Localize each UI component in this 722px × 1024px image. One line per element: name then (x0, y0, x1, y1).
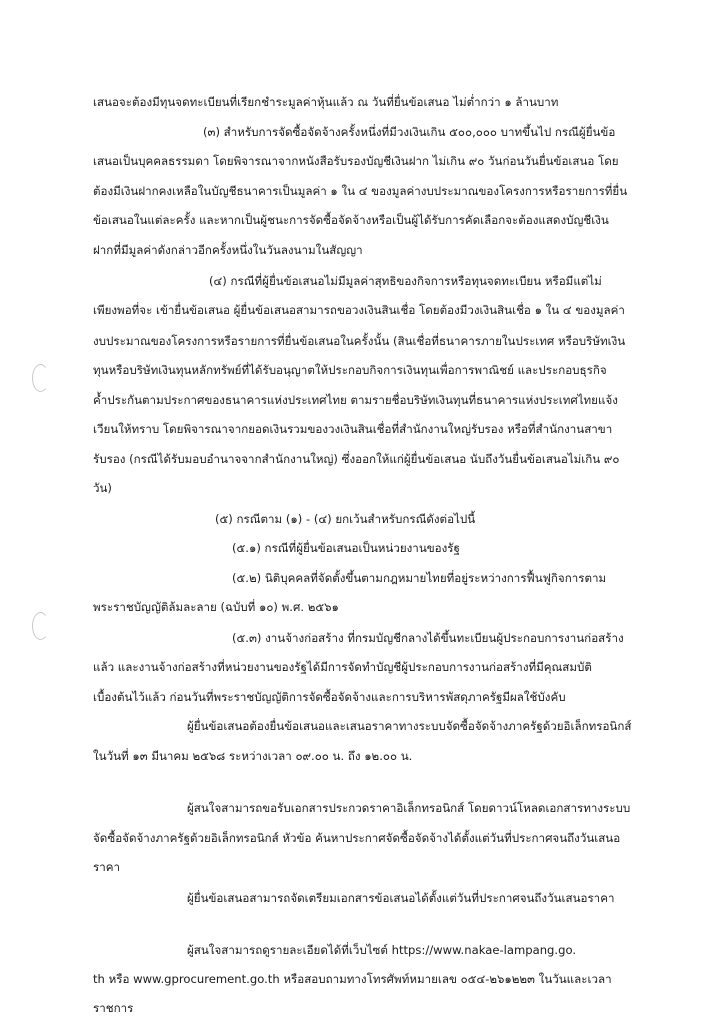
text-line: (๕.๒) นิติบุคคลที่จัดตั้งขึ้นตามกฎหมายไทยที่อยู่ระหว่างการฟื้นฟูกิจการตาม (232, 571, 607, 585)
text-line: ต้องมีเงินฝากคงเหลือในบัญชีธนาคารเป็นมูลค่า ๑ ใน ๔ ของมูลค่างบประมาณของโครงการหรือรายการที่ยื่น (93, 184, 628, 198)
text-line: เสนอจะต้องมีทุนจดทะเบียนที่เรียกชำระมูลค่าหุ้นแล้ว ณ วันที่ยื่นข้อเสนอ ไม่ต่ำกว่า ๑ ล้านบาท (93, 95, 559, 109)
text-line: เวียนให้ทราบ โดยพิจารณาจากยอดเงินรวมของวงเงินสินเชื่อที่สำนักงานใหญ่รับรอง หรือที่สำนักงานสาขา (93, 422, 613, 436)
text-line: พระราชบัญญัติล้มละลาย (ฉบับที่ ๑๐) พ.ศ. ๒๕๖๑ (93, 600, 339, 614)
text-line: จัดซื้อจัดจ้างภาครัฐด้วยอิเล็กทรอนิกส์ หัวข้อ ค้นหาประกาศจัดซื้อจัดจ้างได้ตั้งแต่วันที่ประกาศจนถึงวันเสนอ (93, 831, 621, 845)
text-line: ในวันที่ ๑๓ มีนาคม ๒๕๖๘ ระหว่างเวลา ๐๙.๐๐ น. ถึง ๑๒.๐๐ น. (93, 749, 413, 763)
text-line: งบประมาณของโครงการหรือรายการที่ยื่นข้อเสนอในครั้งนั้น (สินเชื่อที่ธนาคารภายในประเทศ หรือบริษัทเงิน (93, 334, 626, 348)
punch-hole-bottom (32, 612, 49, 640)
text-line: (๓) สำหรับการจัดซื้อจัดจ้างครั้งหนึ่งที่มีวงเงินเกิน ๕๐๐,๐๐๐ บาทขึ้นไป กรณีผู้ยื่นข้อ (203, 125, 616, 139)
text-line: th หรือ www.gprocurement.go.th หรือสอบถามทางโทรศัพท์หมายเลข ๐๕๔-๒๖๑๒๒๓ ในวันและเวลา (93, 972, 612, 986)
text-line: (๕) กรณีตาม (๑) - (๔) ยกเว้นสำหรับกรณีดังต่อไปนี้ (215, 512, 476, 526)
text-line: ข้อเสนอในแต่ละครั้ง และหากเป็นผู้ชนะการจัดซื้อจัดจ้างหรือเป็นผู้ได้รับการคัดเลือกจะต้องแสดงบัญชีเงิน (93, 213, 609, 227)
text-line: ฝากที่มีมูลค่าดังกล่าวอีกครั้งหนึ่งในวันลงนามในสัญญา (93, 243, 363, 257)
text-line: (๕.๓) งานจ้างก่อสร้าง ที่กรมบัญชีกลางได้ขึ้นทะเบียนผู้ประกอบการงานก่อสร้าง (232, 631, 624, 645)
text-line: ผู้สนใจสามารถขอรับเอกสารประกวดราคาอิเล็กทรอนิกส์ โดยดาวน์โหลดเอกสารทางระบบ (187, 801, 631, 815)
text-line: ราชการ (93, 1001, 134, 1015)
text-line: วัน) (93, 481, 112, 495)
text-line: ราคา (93, 860, 121, 874)
text-line: แล้ว และงานจ้างก่อสร้างที่หน่วยงานของรัฐได้มีการจัดทำบัญชีผู้ประกอบการงานก่อสร้างที่มีคุณสมบัติ (93, 660, 592, 674)
text-line: ผู้ยื่นข้อเสนอต้องยื่นข้อเสนอและเสนอราคาทางระบบจัดซื้อจัดจ้างภาครัฐด้วยอิเล็กทรอนิกส์ (187, 719, 632, 733)
text-line: เพียงพอที่จะ เข้ายื่นข้อเสนอ ผู้ยื่นข้อเสนอสามารถขอวงเงินสินเชื่อ โดยต้องมีวงเงินสินเชื่อ ๑ ใน ๔ ของมูลค่า (93, 303, 625, 317)
text-line: ค้ำประกันตามประกาศของธนาคารแห่งประเทศไทย ตามรายชื่อบริษัทเงินทุนที่ธนาคารแห่งประเทศไทยแจ้ง (93, 393, 618, 407)
text-line: เบื้องต้นไว้แล้ว ก่อนวันที่พระราชบัญญัติการจัดซื้อจัดจ้างและการบริหารพัสดุภาครัฐมีผลใช้บังคับ (93, 690, 566, 704)
text-line: (๔) กรณีที่ผู้ยื่นข้อเสนอไม่มีมูลค่าสุทธิของกิจการหรือทุนจดทะเบียน หรือมีแต่ไม่ (209, 274, 602, 288)
text-line: ผู้สนใจสามารถดูรายละเอียดได้ที่เว็บไซต์ https://www.nakae-lampang.go. (187, 943, 577, 957)
text-line: ทุนหรือบริษัทเงินทุนหลักทรัพย์ที่ได้รับอนุญาตให้ประกอบกิจการเงินทุนเพื่อการพาณิชย์ และประกอบธุรกิจ (93, 363, 607, 377)
text-line: เสนอเป็นบุคคลธรรมดา โดยพิจารณาจากหนังสือรับรองบัญชีเงินฝาก ไม่เกิน ๙๐ วันก่อนวันยื่นข้อเสนอ โดย (93, 154, 619, 168)
text-line: ผู้ยื่นข้อเสนอสามารถจัดเตรียมเอกสารข้อเสนอได้ตั้งแต่วันที่ประกาศจนถึงวันเสนอราคา (187, 891, 615, 905)
text-line: รับรอง (กรณีได้รับมอบอำนาจจากสำนักงานใหญ่) ซึ่งออกให้แก่ผู้ยื่นข้อเสนอ นับถึงวันยื่นข้อเสนอไม่เกิน ๙๐ (93, 452, 620, 466)
text-line: (๕.๑) กรณีที่ผู้ยื่นข้อเสนอเป็นหน่วยงานของรัฐ (232, 541, 460, 555)
punch-hole-top (32, 364, 49, 392)
